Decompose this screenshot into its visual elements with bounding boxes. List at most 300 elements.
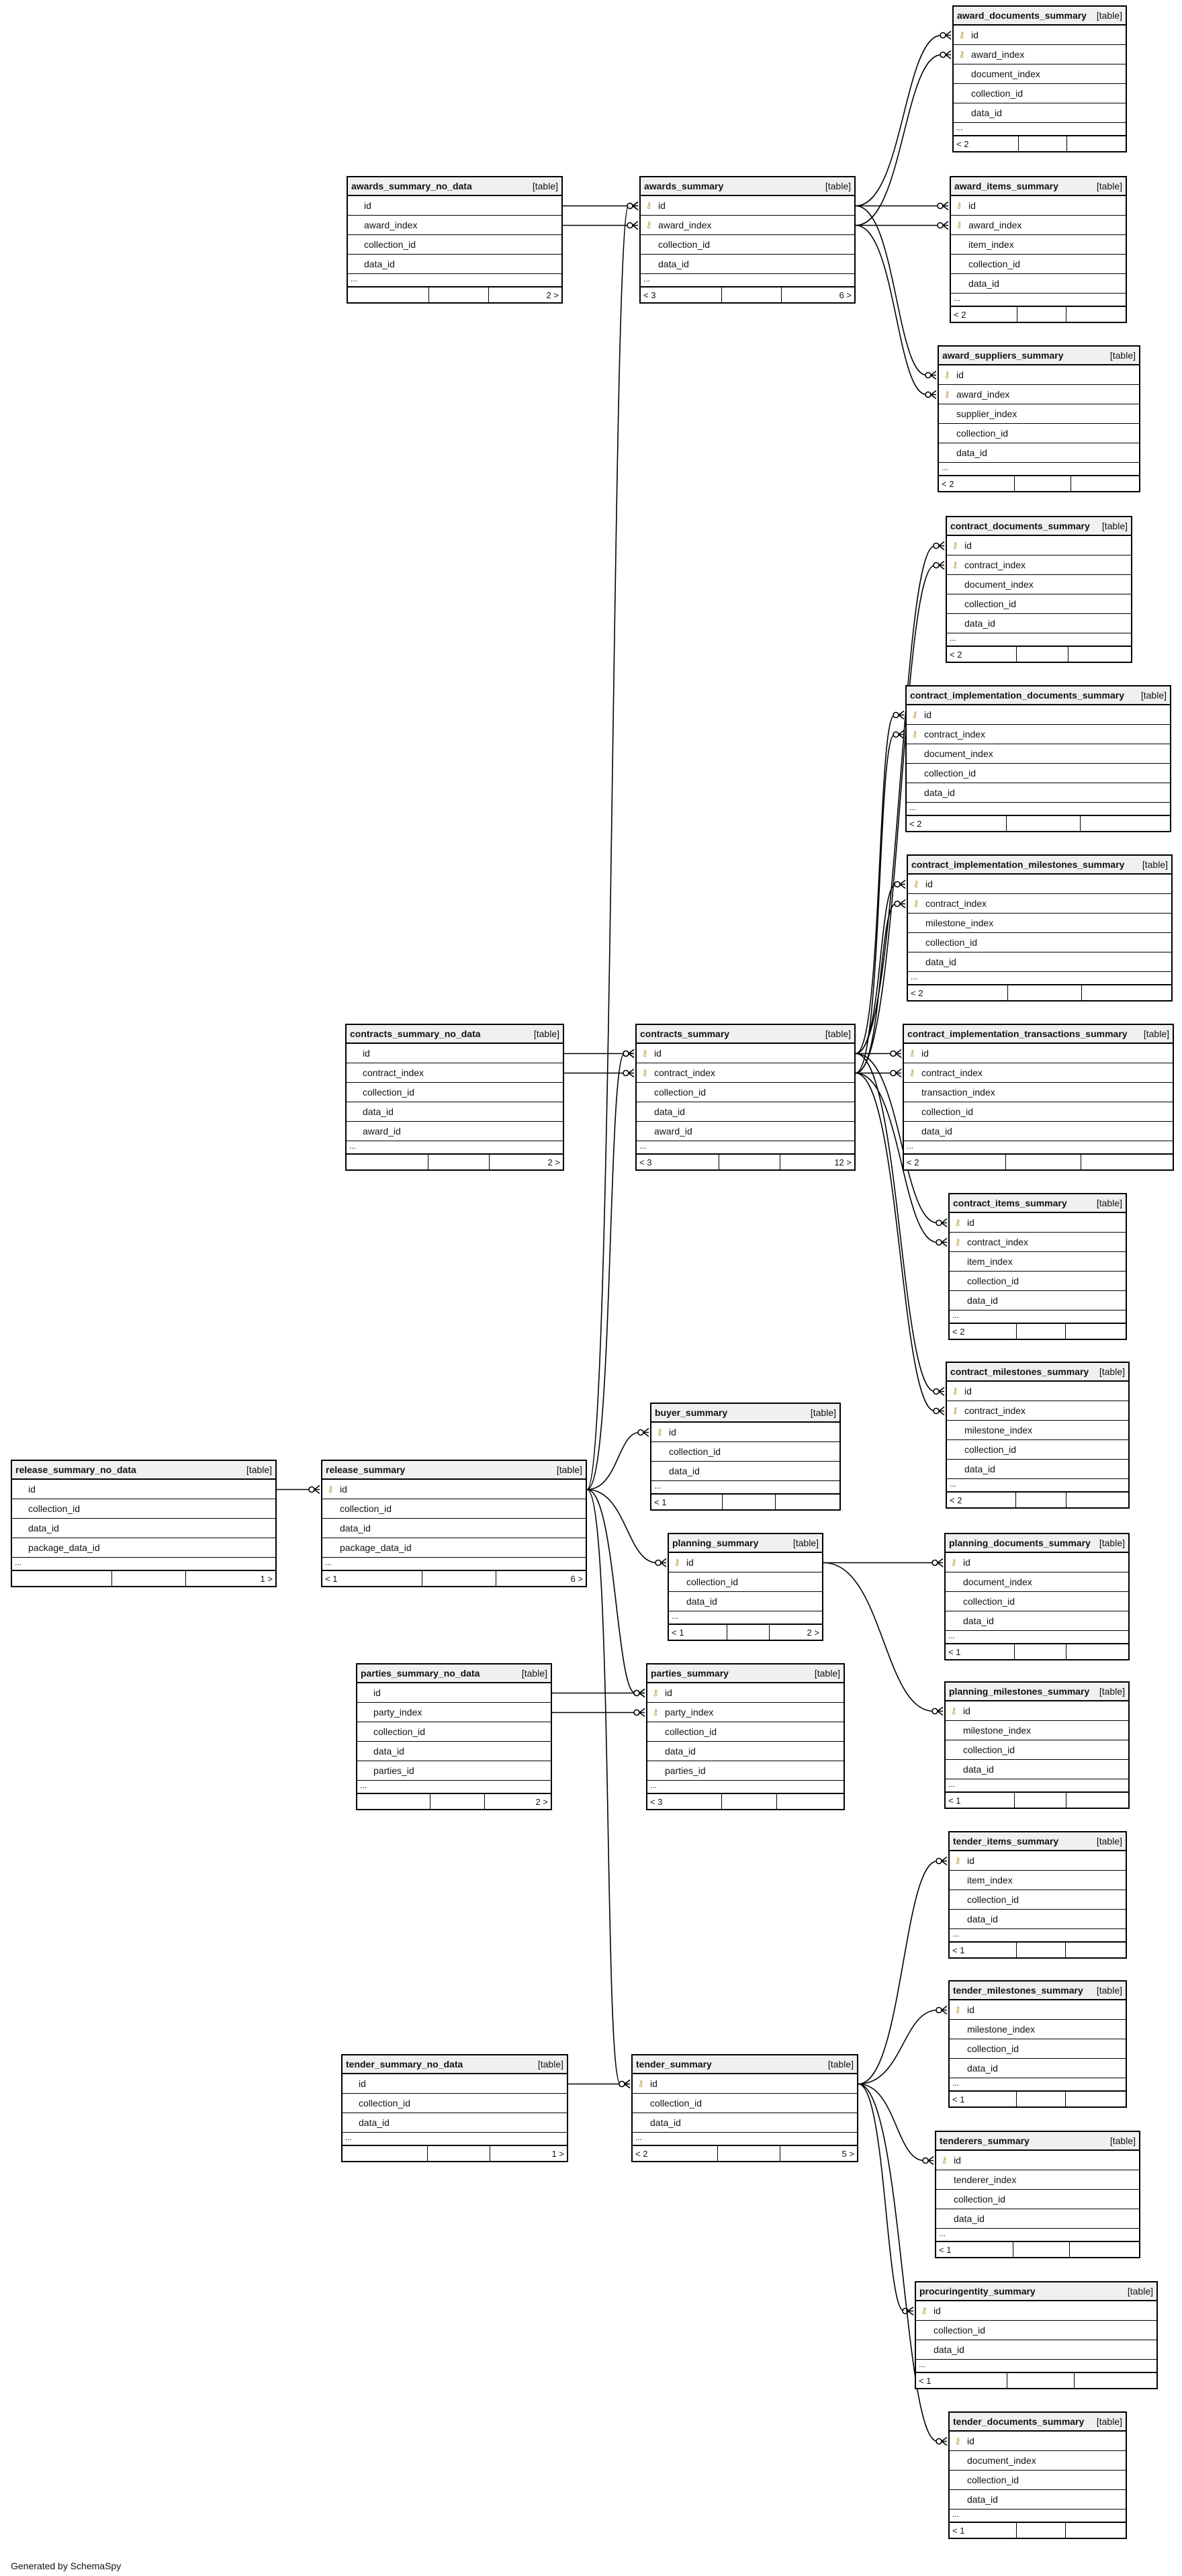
column-row[interactable] — [641, 235, 854, 255]
column-row[interactable] — [947, 1440, 1128, 1460]
column-row[interactable] — [904, 1122, 1173, 1141]
table-type-label: [table] — [537, 2059, 563, 2070]
key-icon: ⚷ — [327, 1484, 334, 1494]
column-name: item_index — [967, 1875, 1013, 1885]
more-columns-ellipsis[interactable]: ... — [343, 2133, 567, 2146]
table-contracts-summary-no-data[interactable] — [345, 1024, 564, 1171]
more-columns-ellipsis[interactable]: ... — [946, 1631, 1128, 1644]
column-row[interactable] — [322, 1480, 586, 1499]
parent-count[interactable]: < 2 — [904, 1155, 1006, 1169]
footer-spacer — [722, 287, 782, 302]
column-row[interactable] — [357, 1722, 551, 1742]
column-row[interactable] — [954, 45, 1126, 64]
child-count[interactable]: 2 > — [547, 1157, 560, 1167]
more-columns-ellipsis[interactable]: ... — [907, 803, 1170, 816]
child-count[interactable]: 2 > — [546, 290, 559, 300]
table-type-label: [table] — [1101, 521, 1128, 531]
parent-count[interactable] — [343, 2146, 428, 2161]
table-contract-implementation-documents-summary[interactable] — [905, 685, 1171, 832]
more-columns-ellipsis[interactable]: ... — [950, 2510, 1126, 2523]
child-count[interactable] — [1081, 1155, 1173, 1169]
parent-count[interactable]: < 2 — [907, 816, 1007, 831]
child-count[interactable]: 5 > — [842, 2148, 854, 2159]
column-row[interactable] — [669, 1572, 822, 1592]
table-contract-documents-summary[interactable] — [946, 516, 1132, 663]
column-row[interactable] — [12, 1499, 275, 1519]
parent-count[interactable] — [348, 287, 429, 302]
column-name: id — [967, 2436, 974, 2446]
crows-foot-marker — [633, 222, 638, 230]
table-planning-summary[interactable] — [668, 1533, 823, 1641]
parent-count[interactable]: < 2 — [939, 476, 1015, 491]
column-name: contract_index — [921, 1067, 983, 1078]
column-row[interactable] — [347, 1063, 563, 1083]
child-count[interactable] — [1081, 816, 1170, 831]
column-name: award_id — [363, 1126, 401, 1137]
table-tender-documents-summary[interactable] — [948, 2411, 1127, 2539]
column-row[interactable] — [936, 2190, 1139, 2209]
table-contracts-summary[interactable] — [635, 1024, 856, 1171]
table-contract-implementation-milestones-summary[interactable] — [907, 854, 1173, 1002]
column-row[interactable] — [939, 385, 1139, 404]
column-row[interactable] — [946, 1721, 1128, 1740]
table-tender-summary[interactable] — [631, 2054, 858, 2162]
column-row[interactable] — [651, 1423, 839, 1442]
parent-count[interactable]: < 1 — [936, 2242, 1013, 2257]
table-contract-milestones-summary[interactable] — [946, 1362, 1130, 1509]
more-columns-ellipsis[interactable]: ... — [950, 1311, 1126, 1324]
column-row[interactable] — [947, 536, 1131, 556]
column-row[interactable] — [950, 2451, 1126, 2471]
relationship-line — [858, 1861, 947, 2084]
key-icon: ⚷ — [913, 879, 919, 889]
more-columns-ellipsis[interactable]: ... — [348, 274, 561, 287]
column-row[interactable] — [641, 196, 854, 216]
column-name: id — [964, 1386, 972, 1396]
parent-count[interactable]: < 1 — [322, 1571, 422, 1586]
more-columns-ellipsis[interactable]: ... — [641, 274, 854, 287]
table-footer — [946, 1793, 1128, 1808]
column-row[interactable] — [916, 2301, 1156, 2321]
column-row[interactable] — [633, 2094, 857, 2113]
column-row[interactable] — [947, 614, 1131, 633]
column-name: data_id — [364, 259, 395, 269]
column-row[interactable] — [908, 894, 1171, 914]
column-row[interactable] — [647, 1761, 844, 1781]
column-row[interactable] — [347, 1102, 563, 1122]
column-row[interactable] — [907, 783, 1170, 803]
column-row[interactable] — [951, 235, 1126, 255]
crows-foot-marker — [661, 1559, 666, 1567]
table-footer — [916, 2373, 1156, 2388]
column-row[interactable] — [951, 216, 1126, 235]
more-columns-ellipsis[interactable]: ... — [669, 1611, 822, 1625]
more-columns-ellipsis[interactable]: ... — [357, 1781, 551, 1794]
column-row[interactable] — [939, 365, 1139, 385]
parent-count[interactable]: < 2 — [947, 647, 1017, 662]
column-row[interactable] — [908, 952, 1171, 972]
column-row[interactable] — [951, 196, 1126, 216]
crows-foot-marker — [942, 2438, 947, 2446]
column-row[interactable] — [946, 1701, 1128, 1721]
column-row[interactable] — [950, 1213, 1126, 1233]
column-row[interactable] — [947, 1382, 1128, 1401]
column-row[interactable] — [950, 1291, 1126, 1311]
more-columns-ellipsis[interactable]: ... — [647, 1781, 844, 1794]
column-name: contract_index — [363, 1067, 424, 1078]
column-row[interactable] — [946, 1572, 1128, 1592]
column-row[interactable] — [950, 1910, 1126, 1929]
column-row[interactable] — [348, 216, 561, 235]
table-header — [950, 2413, 1126, 2432]
column-name: id — [971, 30, 979, 40]
child-count[interactable] — [1071, 476, 1139, 491]
table-type-label: [table] — [810, 1407, 836, 1418]
column-name: collection_id — [924, 768, 976, 779]
column-row[interactable] — [637, 1063, 854, 1083]
column-row[interactable] — [907, 725, 1170, 744]
column-row[interactable] — [947, 575, 1131, 594]
child-count[interactable]: 6 > — [570, 1573, 583, 1584]
child-count[interactable] — [1075, 2373, 1156, 2388]
parent-count[interactable]: < 1 — [946, 1793, 1015, 1808]
column-row[interactable] — [954, 84, 1126, 103]
child-count[interactable] — [1066, 1793, 1128, 1808]
column-row[interactable] — [322, 1538, 586, 1558]
child-count[interactable] — [1066, 1493, 1128, 1507]
table-contract-items-summary[interactable] — [948, 1193, 1127, 1340]
column-name: data_id — [963, 1615, 994, 1626]
column-row[interactable] — [950, 1252, 1126, 1272]
table-awards-summary[interactable] — [639, 176, 856, 304]
table-awards-summary-no-data[interactable] — [347, 176, 563, 304]
column-row[interactable] — [946, 1553, 1128, 1572]
column-row[interactable] — [348, 235, 561, 255]
column-row[interactable] — [12, 1519, 275, 1538]
table-tenderers-summary[interactable] — [935, 2131, 1140, 2258]
footer-spacer — [1017, 307, 1066, 322]
more-columns-ellipsis[interactable]: ... — [950, 2078, 1126, 2092]
column-row[interactable] — [348, 255, 561, 274]
child-count[interactable]: 1 > — [260, 1573, 273, 1584]
more-columns-ellipsis[interactable]: ... — [916, 2360, 1156, 2373]
relationship-line — [858, 2084, 934, 2161]
parent-count[interactable]: < 3 — [637, 1155, 719, 1169]
column-row[interactable] — [904, 1063, 1173, 1083]
column-row[interactable] — [954, 26, 1126, 45]
child-count[interactable] — [1066, 1644, 1128, 1659]
column-row[interactable] — [669, 1553, 822, 1572]
child-count[interactable]: 2 > — [807, 1627, 819, 1638]
column-row[interactable] — [946, 1740, 1128, 1760]
table-tender-milestones-summary[interactable] — [948, 1980, 1127, 2108]
table-footer — [950, 2523, 1126, 2538]
column-row[interactable] — [322, 1519, 586, 1538]
child-count[interactable] — [1070, 2242, 1139, 2257]
column-row[interactable] — [950, 2471, 1126, 2490]
column-row[interactable] — [12, 1538, 275, 1558]
footer-spacer — [718, 2146, 781, 2161]
column-row[interactable] — [633, 2113, 857, 2133]
table-planning-documents-summary[interactable] — [944, 1533, 1130, 1660]
relationship-line — [587, 206, 638, 1490]
column-name: id — [968, 200, 976, 211]
parent-count[interactable] — [12, 1571, 112, 1586]
column-row[interactable] — [641, 255, 854, 274]
optional-circle-marker — [634, 1691, 639, 1696]
column-row[interactable] — [647, 1683, 844, 1703]
column-name: id — [963, 1557, 970, 1568]
column-row[interactable] — [347, 1044, 563, 1063]
key-icon: ⚷ — [641, 1067, 648, 1077]
footer-spacer — [1013, 2242, 1071, 2257]
child-count[interactable]: 6 > — [839, 290, 852, 300]
child-count[interactable] — [1066, 1324, 1126, 1339]
column-name: data_id — [967, 2063, 998, 2074]
more-columns-ellipsis[interactable]: ... — [347, 1141, 563, 1155]
table-header — [954, 7, 1126, 26]
relationship-line — [858, 2084, 913, 2311]
more-columns-ellipsis[interactable]: ... — [947, 633, 1131, 647]
column-name: data_id — [359, 2117, 390, 2128]
child-count[interactable] — [1066, 2523, 1126, 2538]
child-count[interactable] — [776, 1495, 839, 1509]
parent-count[interactable]: < 1 — [651, 1495, 723, 1509]
column-row[interactable] — [908, 933, 1171, 952]
crows-foot-marker — [639, 1709, 645, 1717]
column-row[interactable] — [647, 1722, 844, 1742]
table-award-suppliers-summary[interactable] — [938, 345, 1140, 492]
more-columns-ellipsis[interactable]: ... — [12, 1558, 275, 1571]
column-row[interactable] — [951, 274, 1126, 294]
child-count[interactable]: 1 > — [551, 2148, 564, 2159]
more-columns-ellipsis[interactable]: ... — [637, 1141, 854, 1155]
more-columns-ellipsis[interactable]: ... — [322, 1558, 586, 1571]
key-icon: ⚷ — [954, 1237, 961, 1247]
column-row[interactable] — [907, 705, 1170, 725]
child-count[interactable] — [1082, 985, 1171, 1000]
more-columns-ellipsis[interactable]: ... — [947, 1479, 1128, 1493]
table-award-items-summary[interactable] — [950, 176, 1127, 323]
relationship-line — [856, 885, 905, 1054]
column-row[interactable] — [343, 2113, 567, 2133]
column-name: award_index — [971, 49, 1025, 60]
parent-count[interactable]: < 2 — [908, 985, 1008, 1000]
column-row[interactable] — [357, 1742, 551, 1761]
parent-count[interactable]: < 1 — [946, 1644, 1015, 1659]
column-row[interactable] — [322, 1499, 586, 1519]
column-row[interactable] — [908, 914, 1171, 933]
more-columns-ellipsis[interactable]: ... — [951, 294, 1126, 307]
child-count[interactable]: 12 > — [834, 1157, 852, 1167]
column-row[interactable] — [950, 1871, 1126, 1890]
column-row[interactable] — [954, 64, 1126, 84]
column-row[interactable] — [946, 1592, 1128, 1611]
crows-foot-marker — [946, 32, 951, 40]
parent-count[interactable]: < 2 — [954, 136, 1019, 151]
table-release-summary[interactable] — [321, 1460, 587, 1587]
crows-foot-marker — [899, 711, 904, 719]
more-columns-ellipsis[interactable]: ... — [950, 1929, 1126, 1943]
child-count[interactable] — [777, 1794, 844, 1809]
column-row[interactable] — [936, 2151, 1139, 2170]
parent-count[interactable] — [357, 1794, 430, 1809]
column-row[interactable] — [637, 1102, 854, 1122]
column-row[interactable] — [939, 404, 1139, 424]
parent-count[interactable]: < 1 — [950, 2092, 1017, 2106]
parent-count[interactable]: < 2 — [633, 2146, 718, 2161]
column-row[interactable] — [936, 2170, 1139, 2190]
column-row[interactable] — [946, 1611, 1128, 1631]
child-count[interactable] — [1066, 307, 1126, 322]
column-row[interactable] — [908, 875, 1171, 894]
column-row[interactable] — [946, 1760, 1128, 1779]
table-parties-summary-no-data[interactable] — [356, 1663, 552, 1810]
column-name: collection_id — [964, 1444, 1017, 1455]
column-row[interactable] — [907, 744, 1170, 764]
key-icon: ⚷ — [921, 2305, 927, 2315]
parent-count[interactable] — [347, 1155, 428, 1169]
parent-count[interactable]: < 2 — [947, 1493, 1016, 1507]
column-name: id — [967, 2004, 974, 2015]
column-row[interactable] — [936, 2209, 1139, 2229]
column-row[interactable] — [947, 556, 1131, 575]
column-row[interactable] — [947, 594, 1131, 614]
crows-foot-marker — [314, 1486, 320, 1494]
more-columns-ellipsis[interactable]: ... — [633, 2133, 857, 2146]
column-row[interactable] — [916, 2321, 1156, 2340]
more-columns-ellipsis[interactable]: ... — [946, 1779, 1128, 1793]
column-row[interactable] — [950, 2490, 1126, 2510]
column-row[interactable] — [12, 1480, 275, 1499]
column-row[interactable] — [357, 1703, 551, 1722]
parent-count[interactable]: < 2 — [950, 1324, 1017, 1339]
column-row[interactable] — [916, 2340, 1156, 2360]
table-tender-summary-no-data[interactable] — [341, 2054, 568, 2162]
table-award-documents-summary[interactable] — [952, 5, 1127, 152]
more-columns-ellipsis[interactable]: ... — [954, 123, 1126, 136]
parent-count[interactable]: < 1 — [916, 2373, 1007, 2388]
column-row[interactable] — [343, 2074, 567, 2094]
column-name: package_data_id — [340, 1542, 412, 1553]
table-release-summary-no-data[interactable] — [11, 1460, 277, 1587]
more-columns-ellipsis[interactable]: ... — [908, 972, 1171, 985]
table-parties-summary[interactable] — [646, 1663, 845, 1810]
table-footer — [904, 1155, 1173, 1169]
column-name: id — [967, 1217, 974, 1228]
column-row[interactable] — [939, 424, 1139, 443]
column-row[interactable] — [647, 1703, 844, 1722]
column-row[interactable] — [651, 1442, 839, 1462]
table-type-label: [table] — [556, 1464, 582, 1475]
column-row[interactable] — [357, 1683, 551, 1703]
column-row[interactable] — [904, 1083, 1173, 1102]
column-row[interactable] — [637, 1083, 854, 1102]
column-row[interactable] — [950, 2059, 1126, 2078]
child-count[interactable] — [1066, 2092, 1126, 2106]
column-row[interactable] — [950, 2020, 1126, 2039]
child-count[interactable] — [1069, 647, 1131, 662]
parent-count[interactable]: < 3 — [641, 287, 722, 302]
child-count[interactable] — [1067, 136, 1126, 151]
column-row[interactable] — [951, 255, 1126, 274]
column-name: data_id — [373, 1746, 404, 1757]
column-row[interactable] — [950, 1272, 1126, 1291]
more-columns-ellipsis[interactable]: ... — [651, 1481, 839, 1495]
column-row[interactable] — [950, 1890, 1126, 1910]
column-name: data_id — [963, 1764, 994, 1775]
column-row[interactable] — [637, 1122, 854, 1141]
parent-count[interactable]: < 3 — [647, 1794, 722, 1809]
table-header — [633, 2055, 857, 2074]
column-row[interactable] — [357, 1761, 551, 1781]
parent-count[interactable]: < 1 — [950, 1943, 1017, 1957]
column-row[interactable] — [637, 1044, 854, 1063]
table-procuringentity-summary[interactable] — [915, 2281, 1158, 2389]
table-header — [347, 1025, 563, 1044]
column-row[interactable] — [939, 443, 1139, 463]
column-row[interactable] — [947, 1460, 1128, 1479]
column-name: collection_id — [967, 1894, 1019, 1905]
column-row[interactable] — [651, 1462, 839, 1481]
key-icon: ⚷ — [645, 220, 652, 230]
column-row[interactable] — [347, 1122, 563, 1141]
table-footer — [907, 816, 1170, 831]
child-count[interactable] — [1066, 1943, 1126, 1957]
column-row[interactable] — [950, 2432, 1126, 2451]
column-row[interactable] — [904, 1044, 1173, 1063]
table-planning-milestones-summary[interactable] — [944, 1681, 1130, 1809]
more-columns-ellipsis[interactable]: ... — [939, 463, 1139, 476]
table-contract-implementation-transactions-summary[interactable] — [903, 1024, 1174, 1171]
column-row[interactable] — [950, 1851, 1126, 1871]
column-row[interactable] — [343, 2094, 567, 2113]
parent-count[interactable]: < 2 — [951, 307, 1017, 322]
optional-circle-marker — [895, 882, 900, 887]
column-row[interactable] — [633, 2074, 857, 2094]
optional-circle-marker — [934, 543, 939, 549]
column-row[interactable] — [669, 1592, 822, 1611]
column-row[interactable] — [950, 2000, 1126, 2020]
parent-count[interactable]: < 1 — [950, 2523, 1017, 2538]
column-row[interactable] — [348, 196, 561, 216]
column-row[interactable] — [947, 1421, 1128, 1440]
footer-spacer — [1015, 476, 1071, 491]
column-row[interactable] — [641, 216, 854, 235]
table-header — [916, 2282, 1156, 2301]
child-count[interactable]: 2 > — [535, 1796, 548, 1807]
column-row[interactable] — [904, 1102, 1173, 1122]
parent-count[interactable]: < 1 — [669, 1625, 727, 1640]
more-columns-ellipsis[interactable]: ... — [936, 2229, 1139, 2242]
column-row[interactable] — [347, 1083, 563, 1102]
column-row[interactable] — [947, 1401, 1128, 1421]
table-buyer-summary[interactable] — [650, 1403, 841, 1511]
more-columns-ellipsis[interactable]: ... — [904, 1141, 1173, 1155]
relationship-line — [856, 55, 951, 226]
crows-foot-marker — [939, 1388, 944, 1396]
column-row[interactable] — [950, 2039, 1126, 2059]
column-row[interactable] — [950, 1233, 1126, 1252]
column-row[interactable] — [954, 103, 1126, 123]
column-name: transaction_index — [921, 1087, 995, 1098]
column-row[interactable] — [647, 1742, 844, 1761]
column-row[interactable] — [907, 764, 1170, 783]
table-type-label: [table] — [1099, 1686, 1125, 1697]
column-name: id — [650, 2078, 657, 2089]
table-tender-items-summary[interactable] — [948, 1831, 1127, 1959]
crows-foot-marker — [939, 542, 944, 550]
